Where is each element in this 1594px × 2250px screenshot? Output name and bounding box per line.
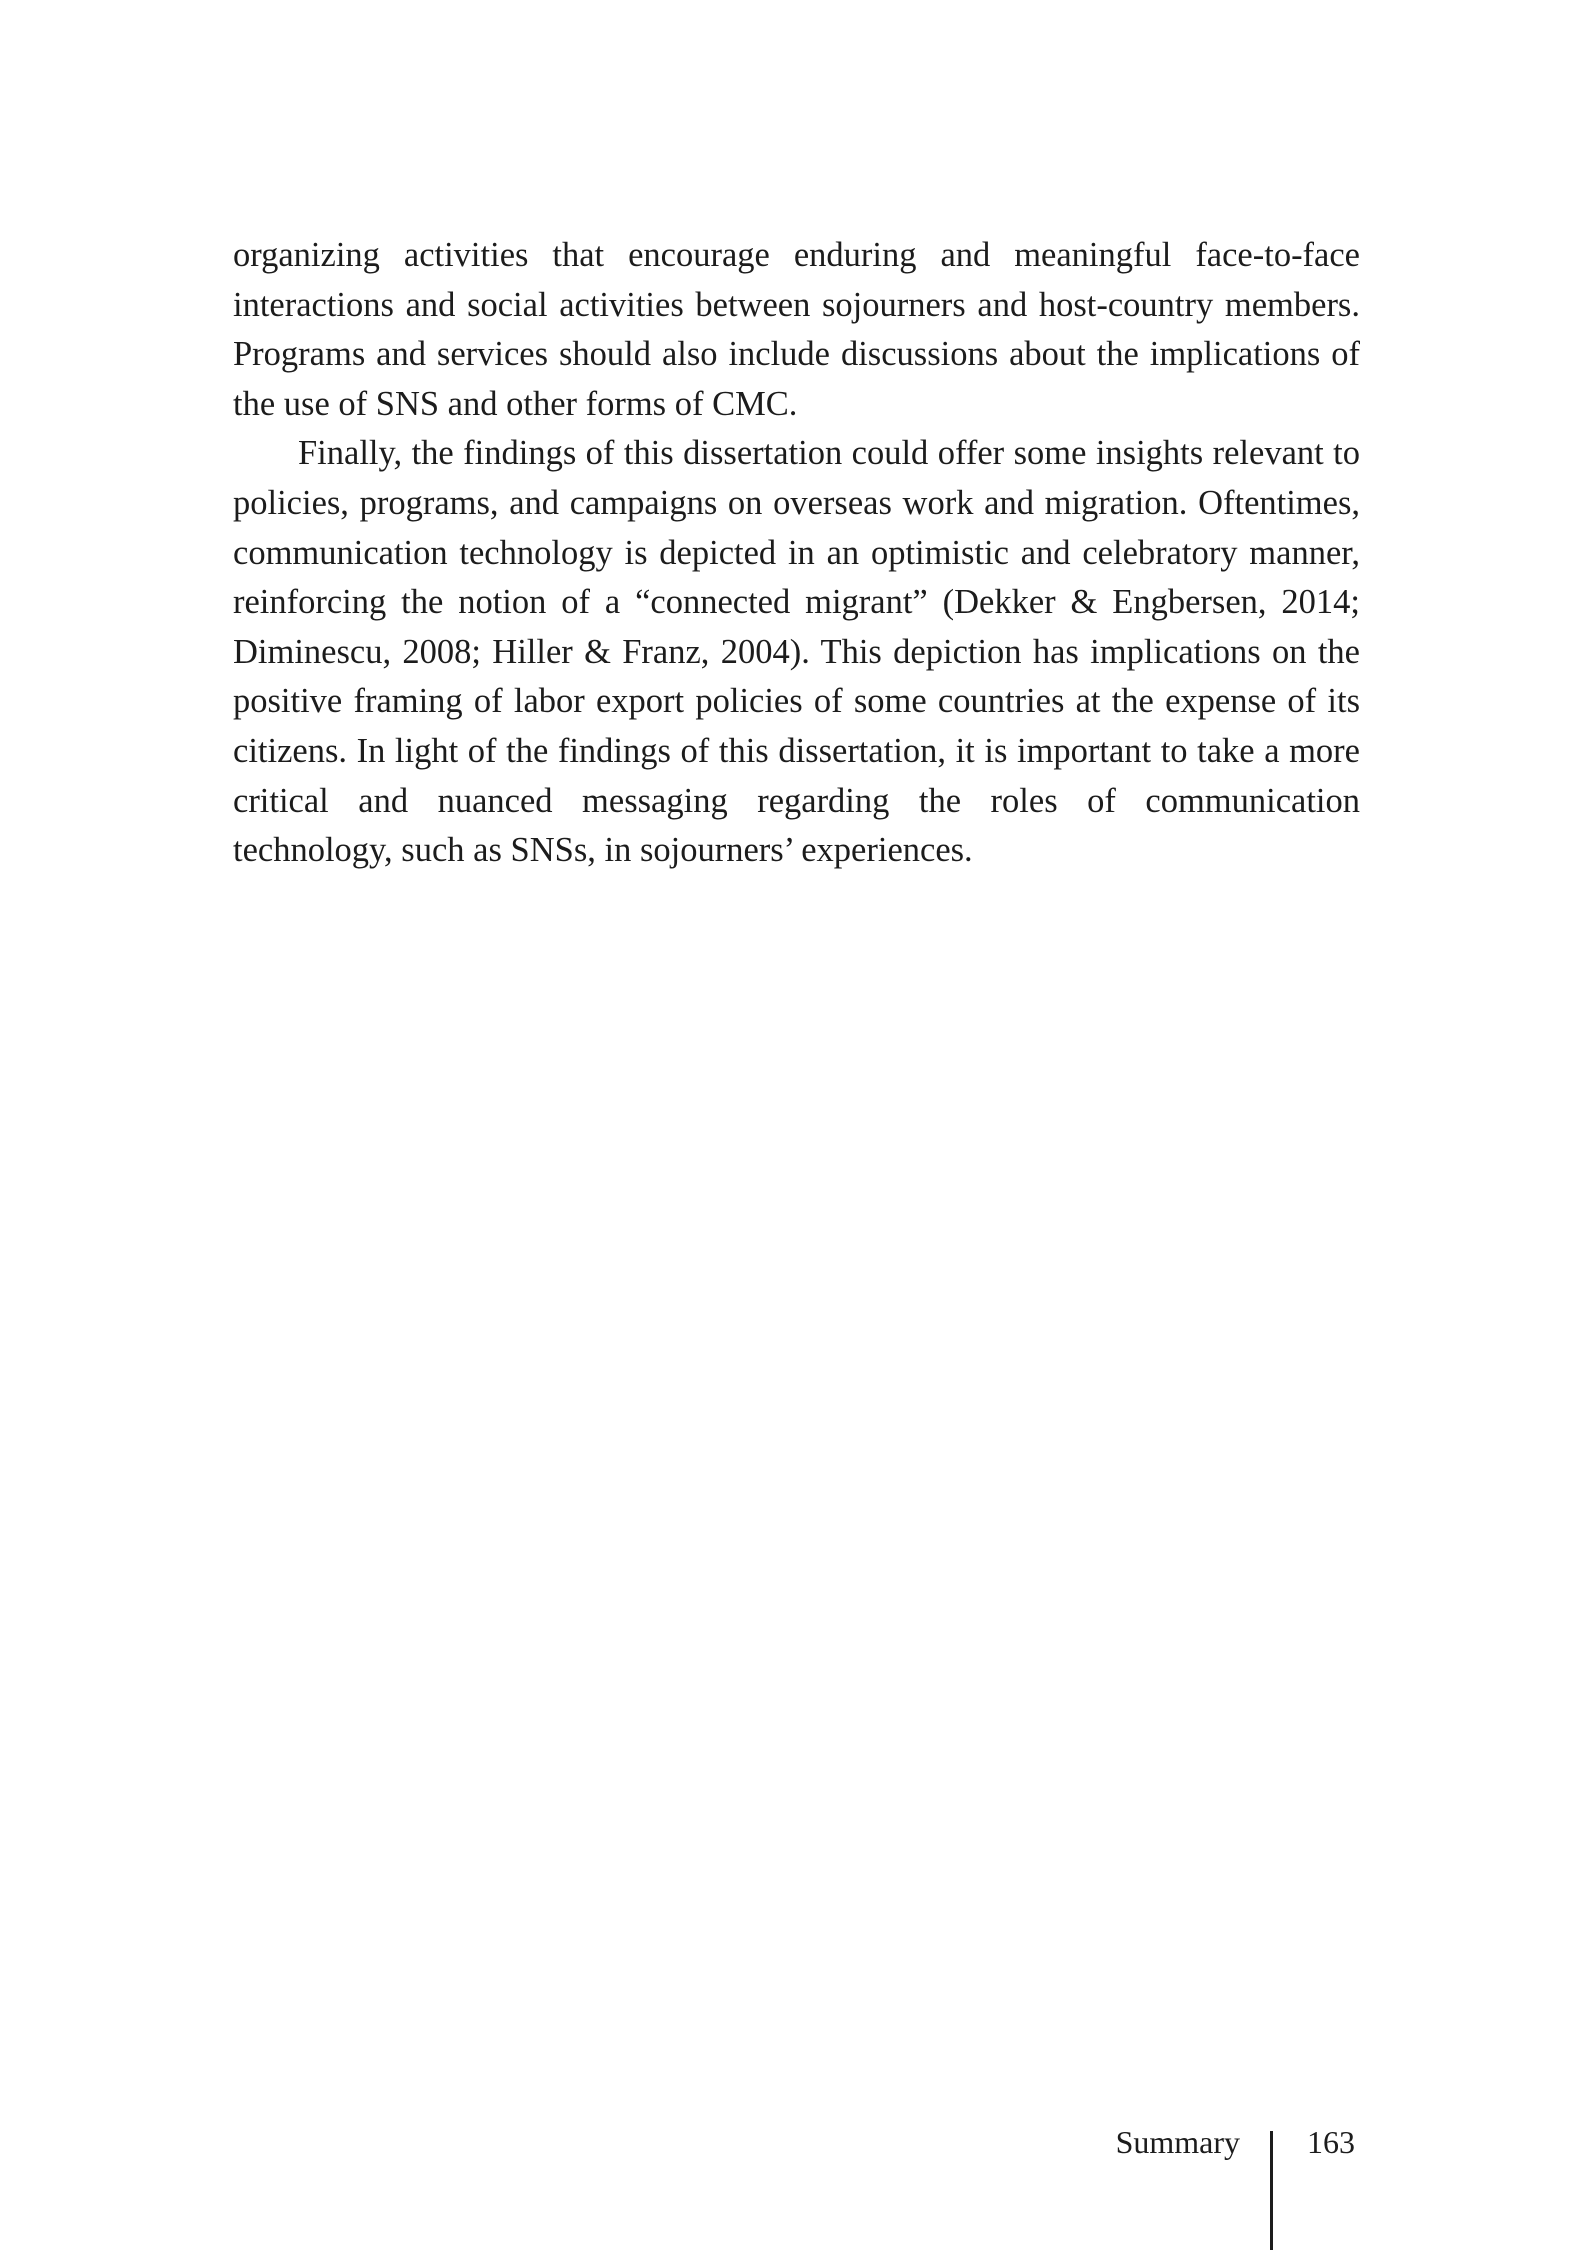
paragraph-finally: Finally, the findings of this dissertation could offer some insights relevant to policies, programs, and campaigns on overseas work and migration. Oftentimes, communication technology is depicted in an optimistic and celebratory manner, reinforcing the notion of a “connected migrant” (Dekker & Engbersen, 2014; Diminescu, 2008; Hiller & Franz, 2004). This depiction has implications on the positive framing of labor export policies of some countries at the expense of its citizens. In light of the findings of this dissertation, it is important to take a more critical and nuanced messaging regarding the roles of communication technology, such as SNSs, in sojourners’ experiences. [233, 434, 1360, 870]
body-text [233, 231, 1360, 876]
running-footer-section: Summary [1115, 2124, 1240, 2160]
page-number: 163 [1307, 2124, 1355, 2160]
footer-divider [1270, 2131, 1273, 2250]
paragraph-continuation: organizing activities that encourage enduring and meaningful face-to-face interactions and social activities between sojourners and host-country members. Programs and services should also include discussions about the implications of the use of SNS and other forms of CMC. [233, 236, 1360, 423]
